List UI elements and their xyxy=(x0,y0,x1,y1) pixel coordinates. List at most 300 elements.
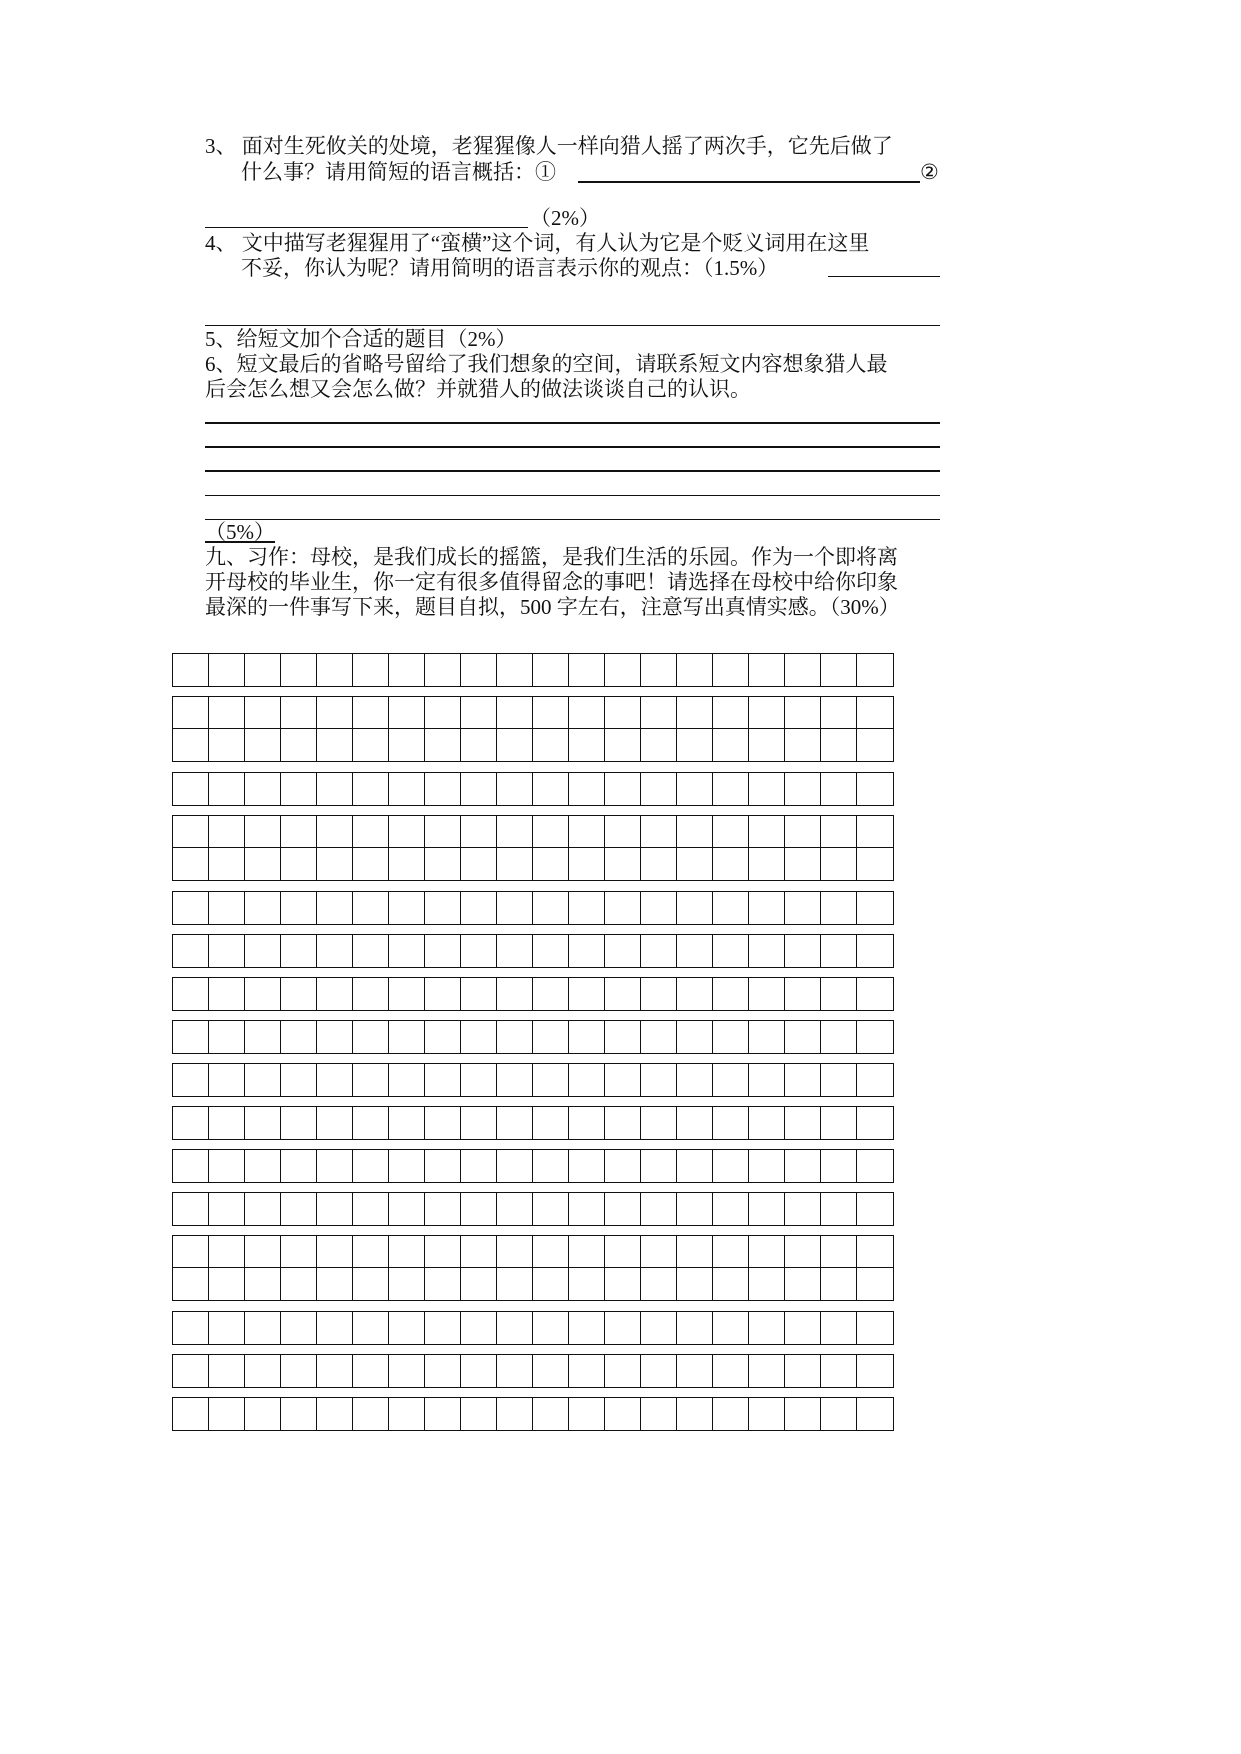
grid-cell[interactable] xyxy=(641,816,677,848)
grid-cell[interactable] xyxy=(821,1268,857,1300)
grid-cell[interactable] xyxy=(569,1398,605,1430)
grid-cell[interactable] xyxy=(713,1355,749,1387)
grid-cell[interactable] xyxy=(317,1236,353,1268)
q6-answer-line[interactable] xyxy=(205,470,940,472)
grid-cell[interactable] xyxy=(389,1021,425,1053)
grid-cell[interactable] xyxy=(749,729,785,761)
grid-cell[interactable] xyxy=(497,816,533,848)
grid-cell[interactable] xyxy=(785,1021,821,1053)
grid-cell[interactable] xyxy=(497,1021,533,1053)
grid-cell[interactable] xyxy=(533,1312,569,1344)
grid-cell[interactable] xyxy=(425,816,461,848)
grid-cell[interactable] xyxy=(245,1398,281,1430)
grid-cell[interactable] xyxy=(821,729,857,761)
grid-cell[interactable] xyxy=(317,1355,353,1387)
grid-cell[interactable] xyxy=(245,773,281,805)
q6-answer-line[interactable] xyxy=(205,495,940,496)
grid-cell[interactable] xyxy=(461,1021,497,1053)
grid-cell[interactable] xyxy=(533,848,569,880)
grid-cell[interactable] xyxy=(317,654,353,686)
grid-cell[interactable] xyxy=(857,1107,893,1139)
grid-cell[interactable] xyxy=(749,697,785,729)
grid-cell[interactable] xyxy=(533,697,569,729)
grid-cell[interactable] xyxy=(353,1398,389,1430)
grid-cell[interactable] xyxy=(569,697,605,729)
grid-cell[interactable] xyxy=(173,848,209,880)
grid-cell[interactable] xyxy=(497,892,533,924)
grid-cell[interactable] xyxy=(641,1021,677,1053)
grid-cell[interactable] xyxy=(281,1312,317,1344)
grid-cell[interactable] xyxy=(389,892,425,924)
grid-cell[interactable] xyxy=(677,729,713,761)
grid-cell[interactable] xyxy=(245,654,281,686)
grid-cell[interactable] xyxy=(173,1268,209,1300)
grid-cell[interactable] xyxy=(353,654,389,686)
grid-cell[interactable] xyxy=(605,1021,641,1053)
grid-cell[interactable] xyxy=(173,1021,209,1053)
grid-cell[interactable] xyxy=(821,1064,857,1096)
grid-cell[interactable] xyxy=(173,816,209,848)
grid-cell[interactable] xyxy=(641,1064,677,1096)
grid-cell[interactable] xyxy=(533,892,569,924)
grid-cell[interactable] xyxy=(785,816,821,848)
grid-cell[interactable] xyxy=(533,1398,569,1430)
grid-cell[interactable] xyxy=(425,1268,461,1300)
grid-cell[interactable] xyxy=(605,935,641,967)
grid-cell[interactable] xyxy=(785,1150,821,1182)
grid-cell[interactable] xyxy=(497,1312,533,1344)
grid-cell[interactable] xyxy=(641,1312,677,1344)
grid-cell[interactable] xyxy=(173,1064,209,1096)
grid-cell[interactable] xyxy=(425,1150,461,1182)
grid-cell[interactable] xyxy=(389,654,425,686)
grid-cell[interactable] xyxy=(281,848,317,880)
grid-cell[interactable] xyxy=(821,935,857,967)
grid-block[interactable] xyxy=(172,891,894,925)
grid-cell[interactable] xyxy=(605,1064,641,1096)
grid-cell[interactable] xyxy=(605,816,641,848)
grid-block[interactable] xyxy=(172,772,894,806)
grid-cell[interactable] xyxy=(389,1268,425,1300)
grid-cell[interactable] xyxy=(785,654,821,686)
grid-cell[interactable] xyxy=(713,1312,749,1344)
grid-cell[interactable] xyxy=(677,848,713,880)
grid-cell[interactable] xyxy=(605,1268,641,1300)
grid-cell[interactable] xyxy=(353,1355,389,1387)
grid-cell[interactable] xyxy=(353,1150,389,1182)
grid-cell[interactable] xyxy=(641,1355,677,1387)
grid-cell[interactable] xyxy=(605,773,641,805)
grid-cell[interactable] xyxy=(749,848,785,880)
grid-cell[interactable] xyxy=(425,1312,461,1344)
grid-cell[interactable] xyxy=(677,1021,713,1053)
grid-cell[interactable] xyxy=(389,1107,425,1139)
grid-cell[interactable] xyxy=(173,1150,209,1182)
grid-cell[interactable] xyxy=(641,1107,677,1139)
grid-cell[interactable] xyxy=(209,773,245,805)
grid-cell[interactable] xyxy=(533,654,569,686)
grid-cell[interactable] xyxy=(425,1064,461,1096)
grid-cell[interactable] xyxy=(641,729,677,761)
grid-cell[interactable] xyxy=(461,816,497,848)
grid-cell[interactable] xyxy=(281,1150,317,1182)
grid-cell[interactable] xyxy=(785,978,821,1010)
grid-cell[interactable] xyxy=(713,1150,749,1182)
grid-cell[interactable] xyxy=(641,1398,677,1430)
grid-cell[interactable] xyxy=(461,1236,497,1268)
grid-cell[interactable] xyxy=(461,892,497,924)
grid-cell[interactable] xyxy=(317,1150,353,1182)
grid-cell[interactable] xyxy=(605,892,641,924)
grid-cell[interactable] xyxy=(857,892,893,924)
grid-block[interactable] xyxy=(172,977,894,1011)
grid-cell[interactable] xyxy=(461,654,497,686)
grid-cell[interactable] xyxy=(533,773,569,805)
grid-cell[interactable] xyxy=(713,892,749,924)
grid-cell[interactable] xyxy=(821,978,857,1010)
grid-cell[interactable] xyxy=(569,1236,605,1268)
grid-cell[interactable] xyxy=(677,892,713,924)
grid-cell[interactable] xyxy=(605,978,641,1010)
grid-block[interactable] xyxy=(172,934,894,968)
grid-cell[interactable] xyxy=(209,1236,245,1268)
grid-cell[interactable] xyxy=(677,978,713,1010)
grid-cell[interactable] xyxy=(245,892,281,924)
grid-cell[interactable] xyxy=(713,1398,749,1430)
grid-cell[interactable] xyxy=(857,697,893,729)
grid-cell[interactable] xyxy=(713,1193,749,1225)
grid-cell[interactable] xyxy=(317,1398,353,1430)
grid-cell[interactable] xyxy=(605,697,641,729)
grid-cell[interactable] xyxy=(173,892,209,924)
grid-cell[interactable] xyxy=(785,773,821,805)
grid-cell[interactable] xyxy=(569,1355,605,1387)
grid-cell[interactable] xyxy=(677,1312,713,1344)
grid-cell[interactable] xyxy=(857,935,893,967)
grid-cell[interactable] xyxy=(533,935,569,967)
grid-cell[interactable] xyxy=(533,1355,569,1387)
grid-cell[interactable] xyxy=(749,1107,785,1139)
grid-block[interactable] xyxy=(172,1235,894,1301)
grid-block[interactable] xyxy=(172,1063,894,1097)
grid-cell[interactable] xyxy=(173,697,209,729)
grid-cell[interactable] xyxy=(641,935,677,967)
grid-cell[interactable] xyxy=(533,1193,569,1225)
grid-cell[interactable] xyxy=(461,848,497,880)
grid-cell[interactable] xyxy=(821,1355,857,1387)
grid-cell[interactable] xyxy=(389,935,425,967)
grid-cell[interactable] xyxy=(389,848,425,880)
grid-cell[interactable] xyxy=(785,848,821,880)
grid-cell[interactable] xyxy=(533,1064,569,1096)
grid-cell[interactable] xyxy=(281,1193,317,1225)
grid-cell[interactable] xyxy=(857,1064,893,1096)
grid-cell[interactable] xyxy=(245,816,281,848)
grid-cell[interactable] xyxy=(497,1398,533,1430)
grid-cell[interactable] xyxy=(677,773,713,805)
grid-cell[interactable] xyxy=(353,697,389,729)
grid-cell[interactable] xyxy=(749,935,785,967)
grid-cell[interactable] xyxy=(209,1355,245,1387)
grid-block[interactable] xyxy=(172,696,894,762)
grid-cell[interactable] xyxy=(641,848,677,880)
grid-cell[interactable] xyxy=(785,1268,821,1300)
grid-cell[interactable] xyxy=(785,1312,821,1344)
grid-cell[interactable] xyxy=(245,1193,281,1225)
grid-cell[interactable] xyxy=(281,1021,317,1053)
grid-cell[interactable] xyxy=(353,892,389,924)
grid-cell[interactable] xyxy=(281,816,317,848)
grid-cell[interactable] xyxy=(785,1236,821,1268)
grid-cell[interactable] xyxy=(569,729,605,761)
grid-cell[interactable] xyxy=(245,1107,281,1139)
grid-cell[interactable] xyxy=(497,1236,533,1268)
grid-cell[interactable] xyxy=(713,697,749,729)
grid-cell[interactable] xyxy=(425,773,461,805)
grid-cell[interactable] xyxy=(785,935,821,967)
grid-cell[interactable] xyxy=(461,729,497,761)
grid-cell[interactable] xyxy=(569,1312,605,1344)
grid-cell[interactable] xyxy=(569,816,605,848)
grid-cell[interactable] xyxy=(713,1107,749,1139)
grid-cell[interactable] xyxy=(749,1355,785,1387)
grid-cell[interactable] xyxy=(533,1236,569,1268)
grid-cell[interactable] xyxy=(785,729,821,761)
grid-cell[interactable] xyxy=(425,654,461,686)
grid-cell[interactable] xyxy=(173,1355,209,1387)
grid-cell[interactable] xyxy=(317,1193,353,1225)
grid-cell[interactable] xyxy=(713,935,749,967)
grid-cell[interactable] xyxy=(497,773,533,805)
grid-cell[interactable] xyxy=(821,816,857,848)
grid-cell[interactable] xyxy=(713,1268,749,1300)
grid-block[interactable] xyxy=(172,815,894,881)
grid-cell[interactable] xyxy=(461,773,497,805)
grid-cell[interactable] xyxy=(749,1064,785,1096)
grid-cell[interactable] xyxy=(209,978,245,1010)
grid-block[interactable] xyxy=(172,1397,894,1431)
grid-cell[interactable] xyxy=(749,978,785,1010)
grid-cell[interactable] xyxy=(749,816,785,848)
grid-cell[interactable] xyxy=(317,935,353,967)
grid-cell[interactable] xyxy=(605,1193,641,1225)
grid-cell[interactable] xyxy=(605,1150,641,1182)
grid-cell[interactable] xyxy=(461,935,497,967)
grid-cell[interactable] xyxy=(245,1355,281,1387)
grid-cell[interactable] xyxy=(281,935,317,967)
grid-cell[interactable] xyxy=(821,848,857,880)
grid-cell[interactable] xyxy=(497,1193,533,1225)
grid-cell[interactable] xyxy=(713,654,749,686)
grid-cell[interactable] xyxy=(785,1398,821,1430)
grid-cell[interactable] xyxy=(821,773,857,805)
grid-cell[interactable] xyxy=(857,848,893,880)
grid-cell[interactable] xyxy=(209,1193,245,1225)
grid-cell[interactable] xyxy=(209,729,245,761)
grid-cell[interactable] xyxy=(281,1355,317,1387)
grid-cell[interactable] xyxy=(461,1355,497,1387)
grid-cell[interactable] xyxy=(353,935,389,967)
grid-cell[interactable] xyxy=(353,1193,389,1225)
q3-answer-line-2[interactable] xyxy=(205,227,528,228)
grid-cell[interactable] xyxy=(533,816,569,848)
grid-cell[interactable] xyxy=(857,1268,893,1300)
grid-cell[interactable] xyxy=(317,1268,353,1300)
grid-cell[interactable] xyxy=(425,1236,461,1268)
grid-cell[interactable] xyxy=(533,1268,569,1300)
grid-cell[interactable] xyxy=(821,1150,857,1182)
grid-cell[interactable] xyxy=(461,1107,497,1139)
grid-cell[interactable] xyxy=(317,1021,353,1053)
grid-cell[interactable] xyxy=(353,1021,389,1053)
grid-cell[interactable] xyxy=(497,1064,533,1096)
grid-cell[interactable] xyxy=(677,1355,713,1387)
grid-cell[interactable] xyxy=(461,1268,497,1300)
grid-cell[interactable] xyxy=(821,1193,857,1225)
grid-cell[interactable] xyxy=(641,697,677,729)
grid-cell[interactable] xyxy=(605,1355,641,1387)
grid-cell[interactable] xyxy=(173,978,209,1010)
grid-cell[interactable] xyxy=(245,978,281,1010)
grid-cell[interactable] xyxy=(497,848,533,880)
grid-block[interactable] xyxy=(172,1020,894,1054)
grid-cell[interactable] xyxy=(749,654,785,686)
grid-cell[interactable] xyxy=(461,1064,497,1096)
grid-cell[interactable] xyxy=(209,1398,245,1430)
grid-cell[interactable] xyxy=(353,816,389,848)
grid-cell[interactable] xyxy=(749,1312,785,1344)
grid-cell[interactable] xyxy=(425,892,461,924)
grid-cell[interactable] xyxy=(533,978,569,1010)
grid-cell[interactable] xyxy=(209,892,245,924)
grid-cell[interactable] xyxy=(497,729,533,761)
grid-cell[interactable] xyxy=(461,1150,497,1182)
grid-cell[interactable] xyxy=(173,1107,209,1139)
grid-cell[interactable] xyxy=(425,697,461,729)
grid-cell[interactable] xyxy=(749,773,785,805)
grid-cell[interactable] xyxy=(389,1064,425,1096)
grid-cell[interactable] xyxy=(497,1107,533,1139)
grid-cell[interactable] xyxy=(173,1193,209,1225)
grid-cell[interactable] xyxy=(281,1236,317,1268)
grid-cell[interactable] xyxy=(857,1398,893,1430)
grid-cell[interactable] xyxy=(389,1150,425,1182)
grid-cell[interactable] xyxy=(569,1193,605,1225)
grid-cell[interactable] xyxy=(569,1150,605,1182)
grid-cell[interactable] xyxy=(677,1150,713,1182)
grid-cell[interactable] xyxy=(821,1398,857,1430)
grid-cell[interactable] xyxy=(821,654,857,686)
grid-cell[interactable] xyxy=(317,1312,353,1344)
grid-cell[interactable] xyxy=(353,978,389,1010)
grid-cell[interactable] xyxy=(425,1021,461,1053)
grid-cell[interactable] xyxy=(533,1150,569,1182)
grid-cell[interactable] xyxy=(209,935,245,967)
grid-cell[interactable] xyxy=(749,1150,785,1182)
grid-cell[interactable] xyxy=(281,697,317,729)
grid-cell[interactable] xyxy=(209,1064,245,1096)
grid-cell[interactable] xyxy=(605,1312,641,1344)
grid-cell[interactable] xyxy=(281,892,317,924)
grid-cell[interactable] xyxy=(353,1107,389,1139)
grid-cell[interactable] xyxy=(461,1193,497,1225)
grid-cell[interactable] xyxy=(209,1107,245,1139)
grid-cell[interactable] xyxy=(317,729,353,761)
grid-cell[interactable] xyxy=(641,892,677,924)
grid-cell[interactable] xyxy=(245,935,281,967)
grid-cell[interactable] xyxy=(857,1355,893,1387)
grid-cell[interactable] xyxy=(281,773,317,805)
grid-cell[interactable] xyxy=(281,654,317,686)
grid-cell[interactable] xyxy=(641,978,677,1010)
grid-cell[interactable] xyxy=(749,1021,785,1053)
grid-cell[interactable] xyxy=(569,935,605,967)
q3-answer-line-1[interactable] xyxy=(578,181,920,183)
grid-cell[interactable] xyxy=(857,816,893,848)
grid-cell[interactable] xyxy=(353,1064,389,1096)
grid-cell[interactable] xyxy=(497,935,533,967)
grid-cell[interactable] xyxy=(317,697,353,729)
grid-cell[interactable] xyxy=(605,1107,641,1139)
grid-block[interactable] xyxy=(172,1311,894,1345)
grid-cell[interactable] xyxy=(173,654,209,686)
grid-cell[interactable] xyxy=(749,1236,785,1268)
grid-cell[interactable] xyxy=(569,848,605,880)
grid-cell[interactable] xyxy=(389,816,425,848)
grid-cell[interactable] xyxy=(785,1107,821,1139)
grid-cell[interactable] xyxy=(245,1021,281,1053)
grid-cell[interactable] xyxy=(461,697,497,729)
grid-cell[interactable] xyxy=(173,935,209,967)
grid-cell[interactable] xyxy=(461,1312,497,1344)
grid-cell[interactable] xyxy=(749,1193,785,1225)
grid-cell[interactable] xyxy=(389,1398,425,1430)
grid-cell[interactable] xyxy=(749,892,785,924)
grid-cell[interactable] xyxy=(209,816,245,848)
grid-cell[interactable] xyxy=(425,729,461,761)
grid-cell[interactable] xyxy=(245,1236,281,1268)
grid-cell[interactable] xyxy=(353,773,389,805)
grid-cell[interactable] xyxy=(677,654,713,686)
grid-cell[interactable] xyxy=(785,1355,821,1387)
grid-cell[interactable] xyxy=(209,1312,245,1344)
grid-cell[interactable] xyxy=(605,1236,641,1268)
grid-cell[interactable] xyxy=(857,729,893,761)
grid-cell[interactable] xyxy=(389,978,425,1010)
grid-cell[interactable] xyxy=(605,654,641,686)
grid-cell[interactable] xyxy=(857,773,893,805)
grid-cell[interactable] xyxy=(209,1268,245,1300)
grid-cell[interactable] xyxy=(857,1021,893,1053)
grid-block[interactable] xyxy=(172,653,894,687)
grid-cell[interactable] xyxy=(353,1268,389,1300)
q4-answer-line-2[interactable] xyxy=(205,325,940,326)
grid-cell[interactable] xyxy=(569,1021,605,1053)
grid-cell[interactable] xyxy=(317,816,353,848)
grid-cell[interactable] xyxy=(389,1193,425,1225)
grid-cell[interactable] xyxy=(461,978,497,1010)
grid-cell[interactable] xyxy=(281,1268,317,1300)
grid-cell[interactable] xyxy=(677,1398,713,1430)
grid-cell[interactable] xyxy=(641,1268,677,1300)
grid-cell[interactable] xyxy=(389,1236,425,1268)
q6-answer-line[interactable] xyxy=(205,446,940,448)
grid-cell[interactable] xyxy=(641,654,677,686)
grid-cell[interactable] xyxy=(497,1268,533,1300)
grid-cell[interactable] xyxy=(569,773,605,805)
grid-cell[interactable] xyxy=(425,848,461,880)
grid-cell[interactable] xyxy=(533,1107,569,1139)
